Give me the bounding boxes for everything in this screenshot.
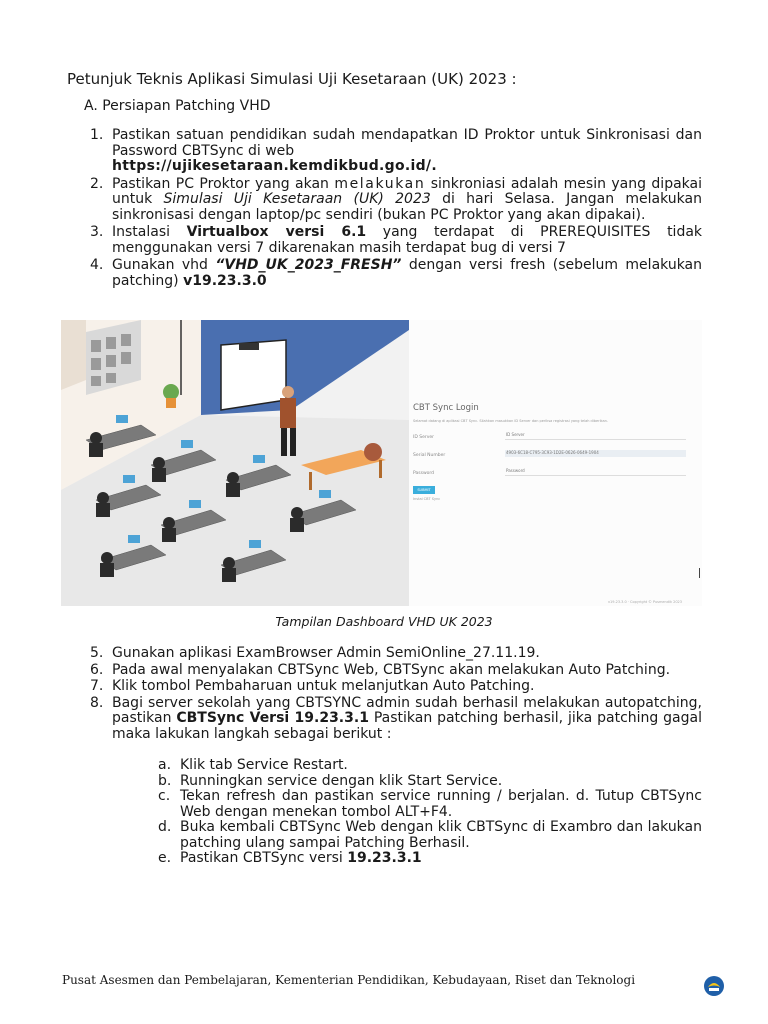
section-heading: A. Persiapan Patching VHD (84, 98, 271, 114)
text-bold: 19.23.3.1 (347, 850, 422, 866)
text-spaced: melakukan (334, 175, 426, 192)
list-item-text: Pada awal menyalakan CBTSync Web, CBTSync akan melakukan Auto Patching. (112, 661, 671, 678)
list-item-1 (90, 128, 702, 175)
login-footer: v19.23.3.0 · Copyright © Pusmendik 2023 (607, 600, 682, 604)
list-item-text: Klik tombol Pembaharuan untuk melanjutkan Auto Patching. (112, 678, 535, 694)
serial-number-label: Serial Number (413, 453, 446, 458)
text-bold: CBTSync Versi 19.23.3.1 (176, 710, 369, 726)
list-item-4 (90, 258, 702, 289)
list-item-3 (90, 225, 702, 256)
list-number: 5. (90, 645, 104, 661)
sub-letter: a. (158, 757, 172, 773)
scrollbar[interactable] (699, 568, 700, 578)
sub-item-e (158, 851, 702, 867)
text-bold: Virtualbox versi 6.1 (186, 224, 367, 240)
text-part: sinkroniasi adalah mesin yang dipakai untuk (112, 175, 702, 207)
list-number: 6. (90, 661, 104, 678)
list-item-2 (90, 177, 702, 224)
sub-item-text: Buka kembali CBTSync Web dengan klik CBTSync di Exambro dan lakukan patching ulang sampai Patching Berhasil. (180, 819, 702, 851)
page-title: Petunjuk Teknis Aplikasi Simulasi Uji Kesetaraan (UK) 2023 : (67, 70, 517, 88)
website-link[interactable]: https://ujikesetaraan.kemdikbud.go.id/. (112, 158, 437, 174)
list-number: 4. (90, 257, 104, 273)
list-number: 2. (90, 175, 104, 192)
login-description: Selamat datang di aplikasi CBT Sync. Silahkan masukkan ID Server dan periksa registrasi yang telah diberikan. (413, 419, 608, 423)
sub-item-b (158, 774, 702, 790)
text-part: Pastikan patching berhasil, jika patching gagal maka lakukan langkah sebagai berikut : (112, 710, 702, 742)
submit-button[interactable]: SUBMIT (413, 486, 435, 494)
text-part: Instalasi (112, 224, 187, 240)
sub-step-list (158, 758, 702, 867)
text-bold-italic: “VHD_UK_2023_FRESH” (215, 257, 402, 273)
sub-item-text: Klik tab Service Restart. (180, 757, 348, 773)
list-item-text: Gunakan aplikasi ExamBrowser Admin SemiOnline_27.11.19. (112, 645, 540, 661)
figure-caption: Tampilan Dashboard VHD UK 2023 (275, 614, 493, 629)
list-item-7 (90, 679, 702, 695)
text-part: di hari Selasa. Jangan melakukan sinkronisasi dengan laptop/pc sendiri (bukan PC Proktor yang akan dipakai). (112, 191, 702, 223)
instruction-list-bottom (90, 646, 702, 742)
ministry-logo-icon (701, 975, 727, 997)
login-title: CBT Sync Login (413, 403, 479, 413)
list-number: 8. (90, 694, 104, 711)
text-part: Bagi server sekolah yang CBTSYNC admin sudah berhasil melakukan autopatching, pastikan (112, 694, 702, 726)
sub-letter: d. (158, 819, 172, 835)
sub-letter: e. (158, 850, 172, 866)
list-item-text: Pastikan satuan pendidikan sudah mendapatkan ID Proktor untuk Sinkronisasi dan Password CBTSync di web (112, 127, 702, 159)
text-italic: Simulasi Uji Kesetaraan (UK) 2023 (163, 191, 431, 207)
id-server-input[interactable]: ID Server (505, 432, 686, 440)
sub-item-a (158, 758, 702, 774)
sub-item-d (158, 820, 702, 851)
page-footer: Pusat Asesmen dan Pembelajaran, Kementerian Pendidikan, Kebudayaan, Riset dan Teknologi (62, 973, 636, 987)
sub-letter: c. (158, 788, 171, 804)
instruction-list-top (90, 128, 702, 289)
sub-letter: b. (158, 772, 172, 789)
text-bold: v19.23.3.0 (183, 272, 267, 289)
id-server-label: ID Server (413, 435, 434, 440)
password-input[interactable]: Password (505, 468, 686, 476)
install-link[interactable]: Instal CBT Sync (413, 497, 441, 501)
sub-item-text: Runningkan service dengan klik Start Service. (180, 772, 503, 789)
text-part: Pastikan PC Proktor yang akan (112, 175, 335, 192)
sub-item-c (158, 789, 702, 820)
text-part: Gunakan vhd (112, 257, 216, 273)
list-item-6 (90, 663, 702, 679)
dashboard-screenshot (61, 320, 702, 606)
text-part: Pastikan CBTSync versi (180, 850, 348, 866)
text-part: yang terdapat di PREREQUISITES tidak menggunakan versi 7 dikarenakan masih terdapat bug di versi 7 (112, 224, 703, 256)
login-panel (409, 320, 702, 606)
text-part: dengan versi fresh (sebelum melakukan patching) (112, 257, 703, 289)
list-item-8 (90, 696, 702, 743)
list-number: 7. (90, 678, 104, 694)
list-number: 3. (90, 224, 104, 240)
classroom-illustration (61, 320, 409, 606)
list-number: 1. (90, 127, 104, 143)
sub-item-text: Tekan refresh dan pastikan service running / berjalan. d. Tutup CBTSync Web dengan menekan tombol ALT+F4. (180, 788, 702, 820)
serial-number-input[interactable]: 4903-6C18-C795-3C93-1D2E-0626-0649-1904 (505, 450, 686, 457)
password-label: Password (413, 471, 435, 476)
list-item-5 (90, 646, 702, 662)
